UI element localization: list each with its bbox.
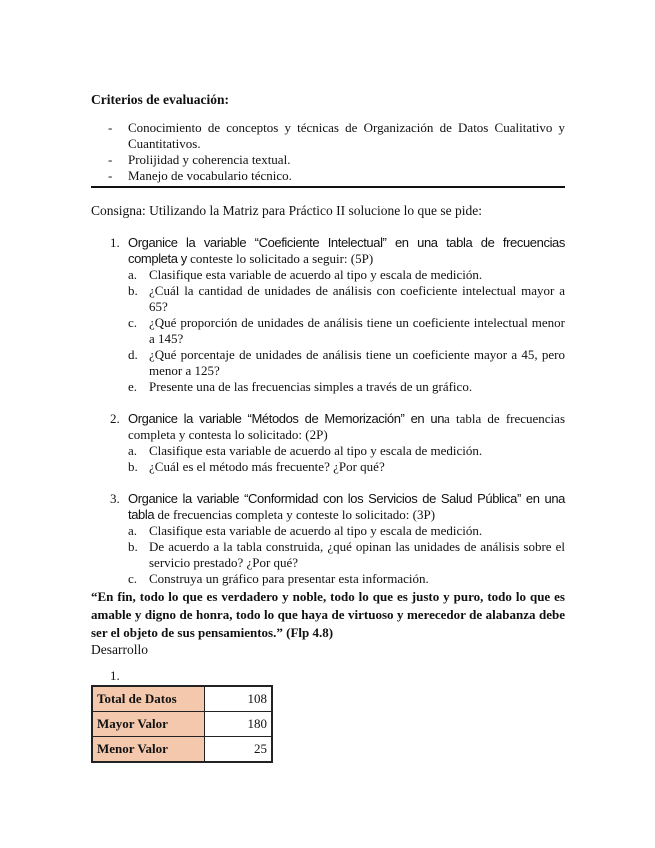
question-title: Organice la variable “Conformidad con los Servicios de Salud Pública” en una tabla: [128, 491, 565, 522]
sub-letter: a.: [128, 267, 138, 282]
stat-value: 108: [205, 686, 273, 712]
criteria-heading: Criterios de evaluación:: [91, 92, 229, 107]
sub-letter: b.: [128, 283, 138, 298]
sub-letter: d.: [128, 347, 138, 362]
dash-bullet: -: [108, 152, 113, 167]
question-rest: conteste lo solicitado a seguir: (5P): [190, 251, 374, 266]
sub-item: [91, 571, 565, 587]
question-number: 3.: [110, 491, 120, 506]
sub-text: Clasifique esta variable de acuerdo al tipo y escala de medición.: [149, 267, 483, 282]
sub-item: [91, 283, 565, 315]
sub-text: Clasifique esta variable de acuerdo al tipo y escala de medición.: [149, 523, 483, 538]
desarrollo-heading: Desarrollo: [91, 642, 148, 657]
sub-item: [91, 523, 565, 539]
sub-text: ¿Cuál la cantidad de unidades de análisis con coeficiente intelectual mayor a 65?: [149, 283, 565, 314]
question-rest: de frecuencias completa y conteste lo solicitado: (3P): [157, 507, 436, 522]
sub-text: Presente una de las frecuencias simples a través de un gráfico.: [149, 379, 473, 394]
criteria-item: [91, 168, 565, 184]
question-head: [91, 411, 565, 443]
question-2: [91, 411, 565, 475]
sub-letter: b.: [128, 459, 138, 474]
sub-text: ¿Qué porcentaje de unidades de análisis tiene un coeficiente mayor a 45, pero menor a 125?: [149, 347, 565, 378]
bible-quote: “En fin, todo lo que es verdadero y noble, todo lo que es justo y puro, todo lo que es amable y digno de honra, todo lo que haya de virtuoso y merecedor de alabanza debe ser el objeto de sus pensamientos.” (Flp 4.8): [91, 589, 565, 640]
sub-text: ¿Qué proporción de unidades de análisis tiene un coeficiente intelectual menor a 145?: [149, 315, 565, 346]
criteria-list: [91, 120, 565, 184]
question-head: [91, 235, 565, 267]
question-number: 1.: [110, 235, 120, 250]
sub-letter: e.: [128, 379, 138, 394]
stat-label: Menor Valor: [92, 737, 205, 763]
sub-item: [91, 539, 565, 571]
stat-value: 25: [205, 737, 273, 763]
question-title: Organice la variable “Métodos de Memorización” en un: [128, 411, 445, 426]
sub-item: [91, 459, 565, 475]
question-rest: a tabla de frecuencias completa y contesta lo solicitado: (2P): [128, 411, 565, 442]
question-1: [91, 235, 565, 395]
sub-item: [91, 347, 565, 379]
sub-item: [91, 315, 565, 347]
stat-value: 180: [205, 712, 273, 737]
sub-letter: c.: [128, 571, 138, 586]
table-row: [92, 686, 272, 712]
sub-text: ¿Cuál es el método más frecuente? ¿Por qué?: [149, 459, 385, 474]
sub-item: [91, 443, 565, 459]
sub-letter: c.: [128, 315, 138, 330]
stats-table: [91, 685, 273, 763]
criteria-item: [91, 120, 565, 152]
questions-list: [91, 235, 565, 603]
consigna-text: Consigna: Utilizando la Matriz para Práctico II solucione lo que se pide:: [91, 203, 483, 218]
table-row: [92, 712, 272, 737]
criteria-text: Conocimiento de conceptos y técnicas de Organización de Datos Cualitativo y Cuantitativos.: [128, 120, 565, 151]
sub-letter: a.: [128, 443, 138, 458]
sub-text: Construya un gráfico para presentar esta información.: [149, 571, 429, 586]
sub-item: [91, 379, 565, 395]
section-number: 1.: [110, 668, 120, 683]
sub-item: [91, 267, 565, 283]
stat-label: Mayor Valor: [92, 712, 205, 737]
stat-label: Total de Datos: [92, 686, 205, 712]
question-title: Organice la variable “Coeficiente Intelectual” en una tabla de frecuencias completa y: [128, 235, 565, 266]
horizontal-rule: [91, 186, 565, 188]
criteria-text: Manejo de vocabulario técnico.: [128, 168, 292, 183]
dash-bullet: -: [108, 168, 113, 183]
question-number: 2.: [110, 411, 120, 426]
sub-text: De acuerdo a la tabla construida, ¿qué opinan las unidades de análisis sobre el servicio prestado? ¿Por qué?: [149, 539, 565, 570]
sub-text: Clasifique esta variable de acuerdo al tipo y escala de medición.: [149, 443, 483, 458]
question-head: [91, 491, 565, 523]
criteria-item: [91, 152, 565, 168]
dash-bullet: -: [108, 120, 113, 135]
sub-letter: b.: [128, 539, 138, 554]
sub-letter: a.: [128, 523, 138, 538]
question-3: [91, 491, 565, 587]
table-row: [92, 737, 272, 763]
criteria-text: Prolijidad y coherencia textual.: [128, 152, 291, 167]
